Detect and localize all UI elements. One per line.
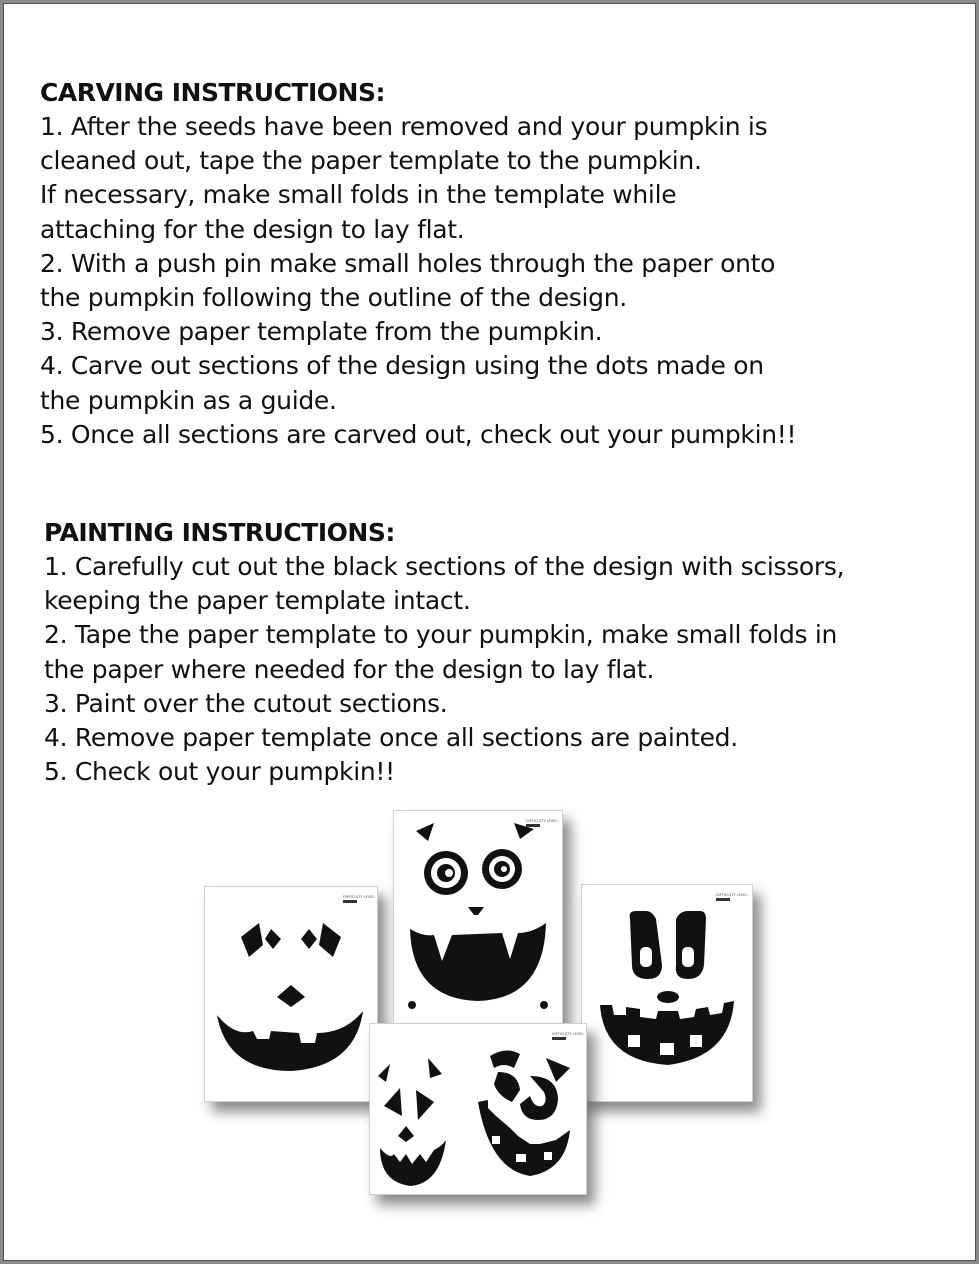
- carving-line: attaching for the design to lay flat.: [40, 214, 465, 244]
- difficulty-label-4: DIFFICULTY LEVEL:: [552, 1032, 585, 1036]
- painting-line: the paper where needed for the design to lay flat.: [44, 654, 655, 684]
- carving-line: If necessary, make small folds in the template while: [40, 180, 677, 210]
- carving-line: 3. Remove paper template from the pumpkin.: [40, 317, 603, 347]
- carving-line: cleaned out, tape the paper template to the pumpkin.: [40, 146, 702, 176]
- carving-instructions: [40, 76, 796, 452]
- difficulty-label-3: DIFFICULTY LEVEL:: [716, 893, 749, 897]
- painting-line: keeping the paper template intact.: [44, 586, 471, 616]
- carving-line: 5. Once all sections are carved out, check out your pumpkin!!: [40, 419, 797, 449]
- carving-title: CARVING INSTRUCTIONS:: [40, 78, 385, 107]
- double-pumpkin-face-icon: [370, 1024, 586, 1194]
- painting-line: 5. Check out your pumpkin!!: [44, 757, 395, 787]
- ghost-face-icon: [582, 885, 752, 1101]
- carving-line: 4. Carve out sections of the design using the dots made on: [40, 351, 764, 381]
- spiral-eyes-face-icon: [394, 811, 562, 1025]
- painting-title: PAINTING INSTRUCTIONS:: [44, 518, 395, 547]
- painting-line: 2. Tape the paper template to your pumpkin, make small folds in: [44, 620, 838, 650]
- instruction-page: [3, 3, 976, 1261]
- template-sheet-double: [369, 1023, 587, 1195]
- painting-line: 4. Remove paper template once all sections are painted.: [44, 723, 738, 753]
- painting-line: 3. Paint over the cutout sections.: [44, 688, 448, 718]
- difficulty-label-2: DIFFICULTY LEVEL:: [526, 819, 559, 823]
- painting-line: 1. Carefully cut out the black sections of the design with scissors,: [44, 552, 845, 581]
- carving-line: the pumpkin as a guide.: [40, 385, 337, 415]
- carving-line: the pumpkin following the outline of the design.: [40, 283, 627, 313]
- template-sheet-classic: [204, 886, 378, 1102]
- carving-line: 2. With a push pin make small holes through the paper onto: [40, 248, 776, 278]
- difficulty-label: DIFFICULTY LEVEL:: [343, 895, 376, 899]
- jack-o-lantern-face-icon: [205, 887, 377, 1101]
- template-sheet-ghost: [581, 884, 753, 1102]
- painting-instructions: [44, 516, 844, 789]
- carving-line: 1. After the seeds have been removed and your pumpkin is: [40, 112, 768, 141]
- template-sheet-spiral: [393, 810, 563, 1026]
